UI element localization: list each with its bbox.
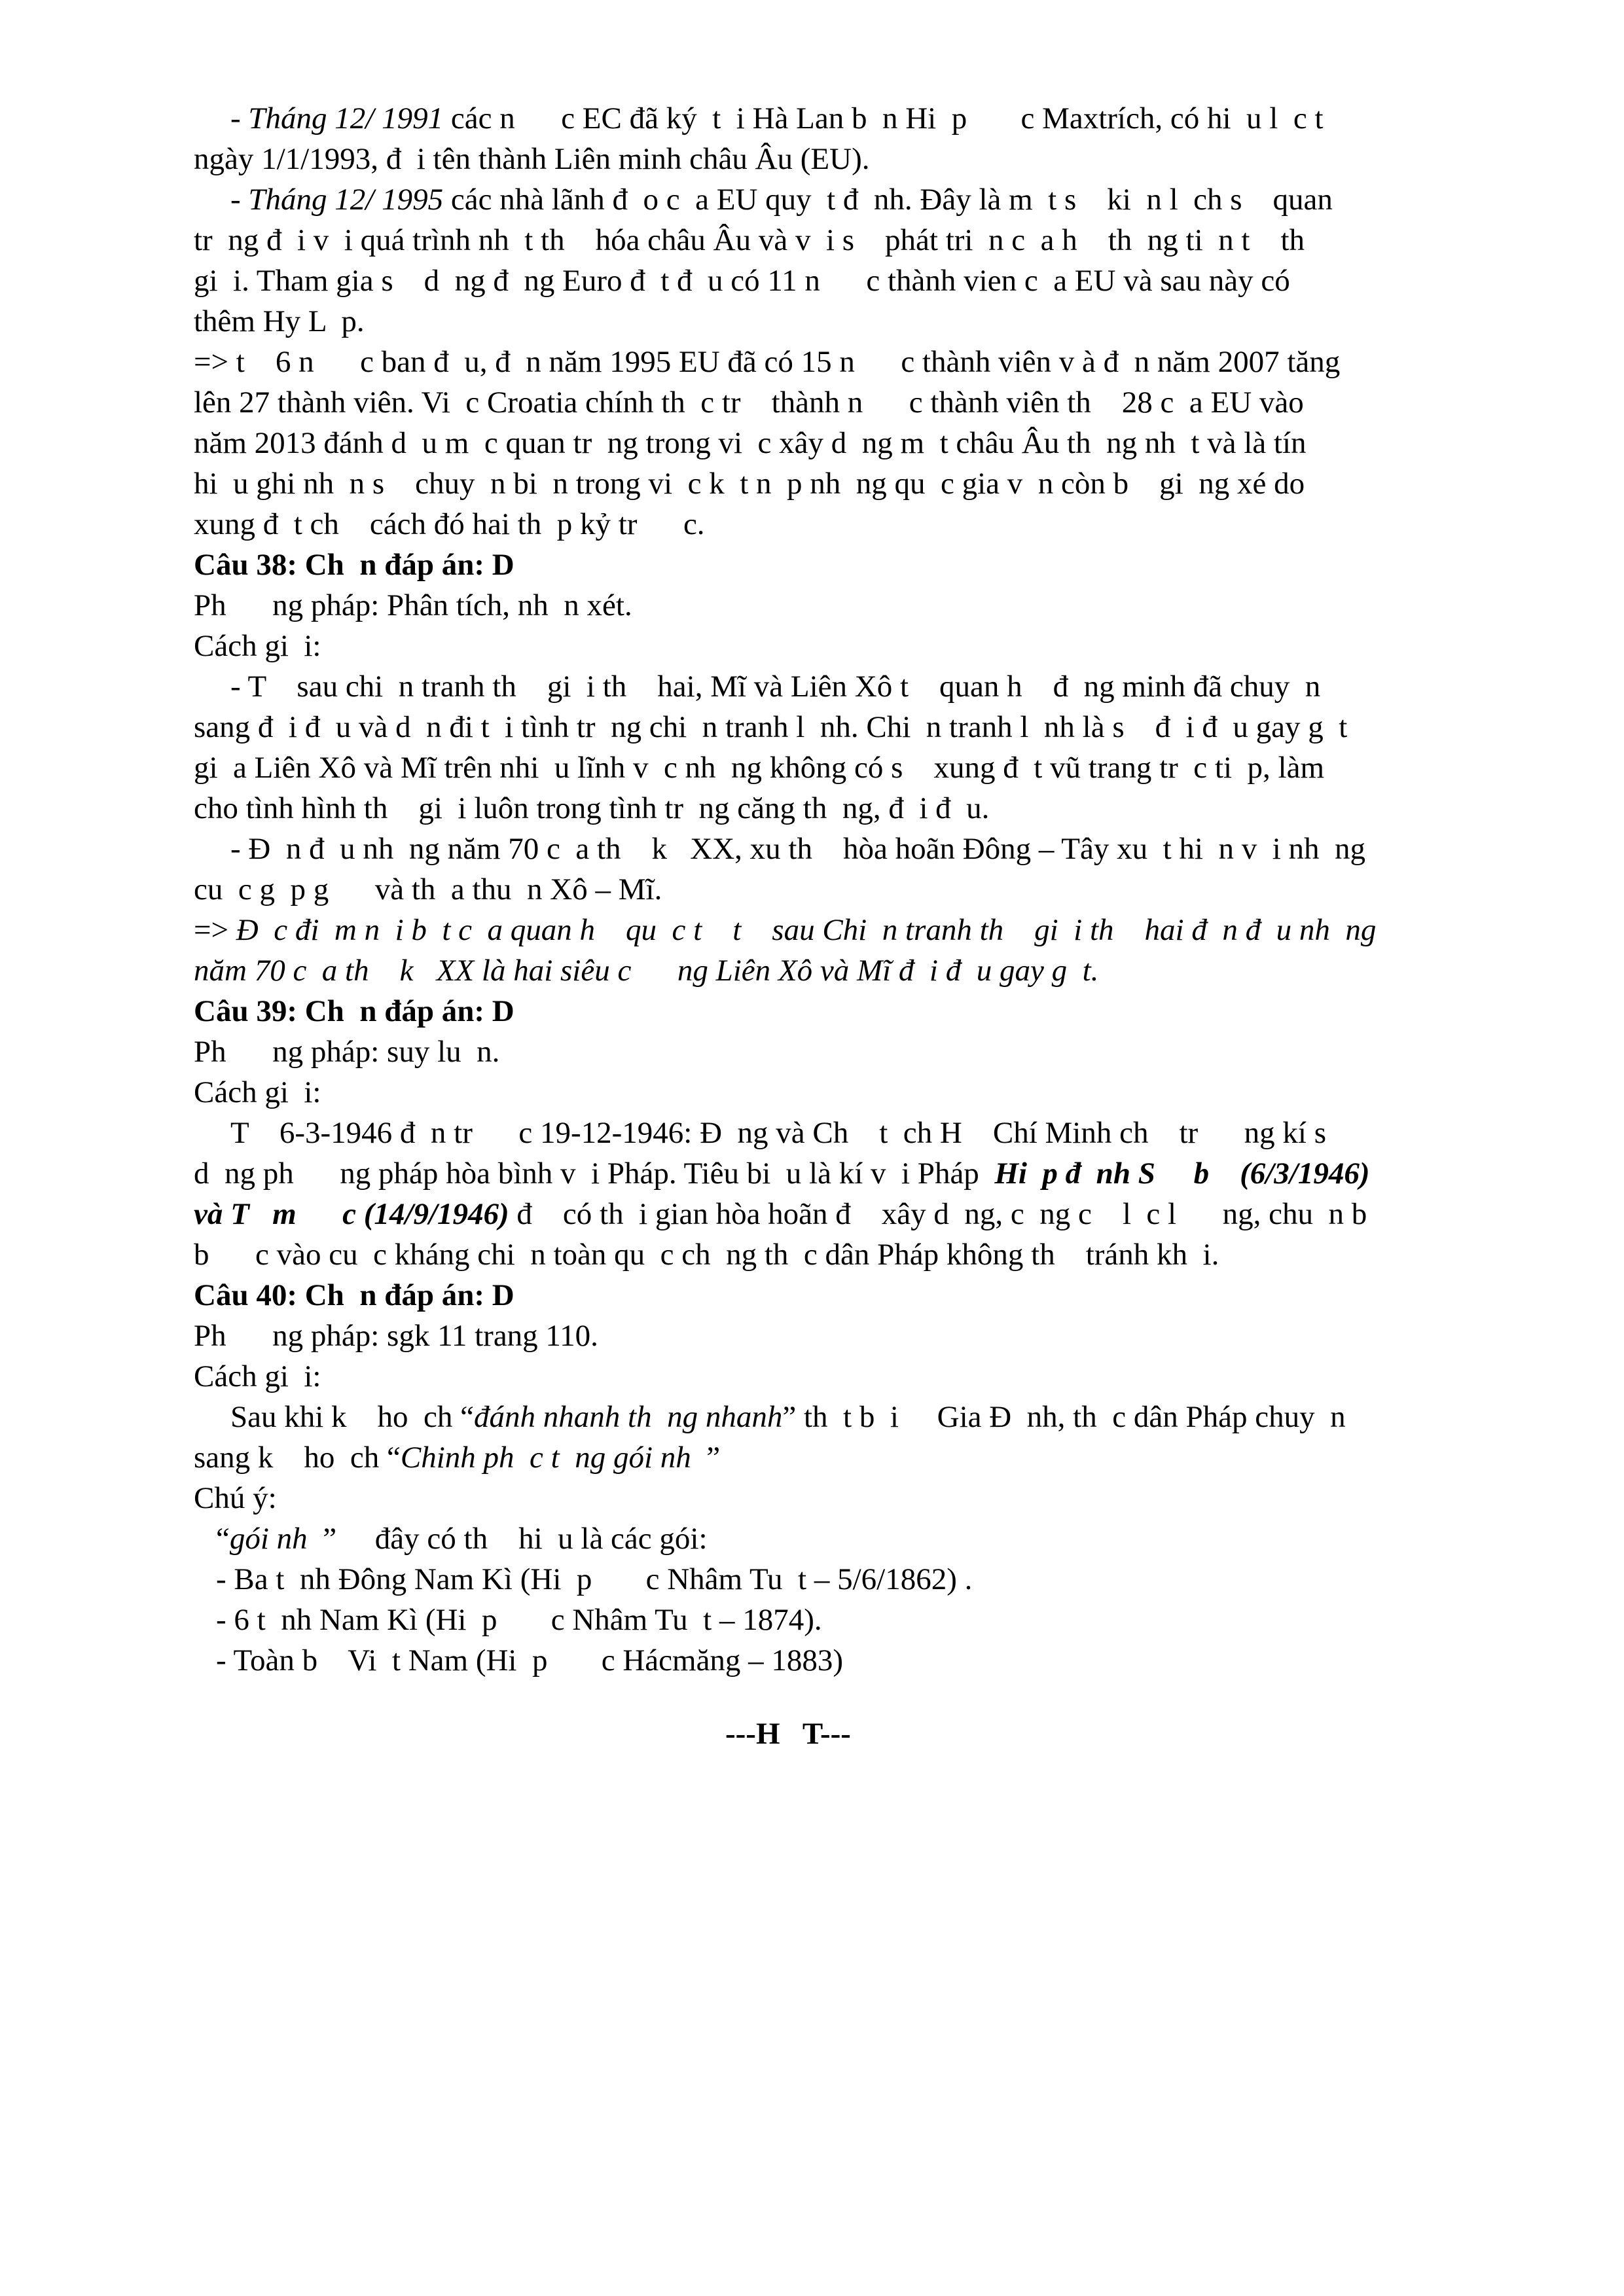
text-line [230, 829, 1365, 869]
text-segment: xung đ t ch cách đó hai th p kỷ tr c. [194, 507, 705, 541]
text-segment: => [194, 913, 236, 947]
text-segment: b c vào cu c kháng chi n toàn qu c ch ng th c dân Pháp không th tránh kh i. [194, 1238, 1219, 1272]
text-line [230, 1397, 1346, 1437]
text-line [194, 1153, 1370, 1194]
text-segment: Câu 40: Ch n đáp án: D [194, 1278, 514, 1312]
text-segment: Cách gi i: [194, 629, 321, 663]
text-line [194, 1031, 499, 1072]
text-segment: ” th t b i Gia Đ nh, th c dân Pháp chuy n [782, 1400, 1346, 1434]
text-line [194, 747, 1324, 788]
text-segment: ” [706, 1441, 721, 1475]
text-line [230, 179, 1333, 220]
text-line [194, 139, 870, 179]
text-segment: các nhà lãnh đ o c a EU quy t đ nh. Đây là m t s ki n l ch s quan [443, 183, 1333, 217]
text-segment: và T m c (14/9/1946) [194, 1197, 509, 1231]
text-segment: gói nh [229, 1522, 323, 1556]
text-line [194, 260, 1290, 301]
text-segment: Ph ng pháp: sgk 11 trang 110. [194, 1319, 598, 1353]
text-segment: d ng ph ng pháp hòa bình v i Pháp. Tiêu bi u là kí v i Pháp [194, 1157, 995, 1191]
text-line [230, 98, 1324, 139]
text-line [194, 1275, 514, 1316]
text-line [194, 707, 1347, 747]
text-line [194, 1437, 720, 1478]
text-segment: - Ba t nh Đông Nam Kì (Hi p c Nhâm Tu t – 5/6/1862) . [216, 1562, 973, 1596]
text-line [194, 950, 1098, 991]
text-segment: tr ng đ i v i quá trình nh t th hóa châu Âu và v i s phát tri n c a h th ng ti n t th [194, 223, 1305, 257]
text-line [194, 504, 705, 545]
text-segment: Câu 39: Ch n đáp án: D [194, 994, 514, 1028]
text-line [216, 1640, 843, 1681]
text-line [194, 545, 514, 585]
text-segment: Sau khi k ho ch “ [230, 1400, 475, 1434]
text-segment: sang đ i đ u và d n đi t i tình tr ng chi n tranh l nh. Chi n tranh l nh là s đ i đ u gay g t [194, 710, 1348, 744]
text-line [216, 1518, 708, 1559]
text-line [194, 1234, 1219, 1275]
text-line [194, 869, 662, 910]
text-segment: Cách gi i: [194, 1075, 321, 1109]
text-line [194, 626, 321, 666]
text-line [194, 382, 1304, 423]
text-segment: sang k ho ch “ [194, 1441, 401, 1475]
text-segment: => t 6 n c ban đ u, đ n năm 1995 EU đã có 15 n c thành viên v à đ n năm 2007 tăng [194, 345, 1341, 379]
text-line [194, 1316, 598, 1356]
text-segment: - Đ n đ u nh ng năm 70 c a th k XX, xu th hòa hoãn Đông – Tây xu t hi n v i nh ng [230, 832, 1366, 866]
text-segment: ---H T--- [725, 1717, 851, 1751]
text-segment: hi u ghi nh n s chuy n bi n trong vi c k t n p nh ng qu c gia v n còn b gi ng xé do [194, 467, 1305, 501]
text-segment: thêm Hy L p. [194, 304, 365, 338]
text-segment: đánh nhanh th ng nhanh [474, 1400, 783, 1434]
text-segment: cho tình hình th gi i luôn trong tình tr ng căng th ng, đ i đ u. [194, 791, 990, 825]
text-segment: ” đây có th hi u là các gói: [323, 1522, 708, 1556]
text-segment: Cách gi i: [194, 1359, 321, 1393]
text-segment: - [230, 183, 249, 217]
text-line [194, 1478, 277, 1518]
text-line [194, 1194, 1367, 1234]
text-line [216, 1600, 822, 1640]
text-segment: Ph ng pháp: suy lu n. [194, 1035, 500, 1069]
text-segment: cu c g p g và th a thu n Xô – Mĩ. [194, 872, 662, 906]
text-segment: gi i. Tham gia s d ng đ ng Euro đ t đ u có 11 n c thành vien c a EU và sau này có [194, 264, 1290, 298]
text-segment: gi a Liên Xô và Mĩ trên nhi u lĩnh v c nh ng không có s xung đ t vũ trang tr c ti p, làm [194, 751, 1324, 785]
text-segment: Đ c đi m n i b t c a quan h qu c t t sau Chi n tranh th gi i th hai đ n đ u nh ng [236, 913, 1377, 947]
text-segment: - Toàn b Vi t Nam (Hi p c Hácmăng – 1883) [216, 1643, 844, 1677]
text-line [194, 1356, 321, 1397]
text-line [194, 220, 1305, 260]
text-line [194, 301, 365, 342]
text-line [194, 585, 632, 626]
text-segment: - 6 t nh Nam Kì (Hi p c Nhâm Tu t – 1874). [216, 1603, 822, 1637]
text-line [194, 423, 1307, 463]
text-line [194, 1072, 321, 1113]
text-line [194, 788, 989, 829]
text-segment: các n c EC đã ký t i Hà Lan b n Hi p c Maxtrích, có hi u l c t [443, 101, 1324, 135]
text-segment: Ph ng pháp: Phân tích, nh n xét. [194, 588, 632, 622]
text-line [230, 666, 1320, 707]
text-line [230, 1113, 1326, 1153]
text-segment: T 6-3-1946 đ n tr c 19-12-1946: Đ ng và Ch t ch H Chí Minh ch tr ng kí s [230, 1116, 1327, 1150]
text-segment: - [230, 101, 249, 135]
text-segment: Tháng 12/ 1995 [248, 183, 444, 217]
text-segment: Câu 38: Ch n đáp án: D [194, 548, 514, 582]
text-line [194, 463, 1305, 504]
text-segment: “ [216, 1522, 230, 1556]
text-segment: năm 2013 đánh d u m c quan tr ng trong vi c xây d ng m t châu Âu th ng nh t và là tín [194, 426, 1307, 460]
text-segment: đ có th i gian hòa hoãn đ xây d ng, c ng c l c l ng, chu n b [509, 1197, 1367, 1231]
text-line [216, 1559, 972, 1600]
text-segment: Hi p đ nh S b (6/3/1946) [994, 1157, 1370, 1191]
text-line [194, 342, 1340, 382]
text-line [725, 1713, 851, 1754]
text-segment: năm 70 c a th k XX là hai siêu c ng Liên Xô và Mĩ đ i đ u gay g t. [194, 954, 1099, 988]
text-line [194, 991, 514, 1031]
text-segment: Tháng 12/ 1991 [248, 101, 444, 135]
text-segment: ngày 1/1/1993, đ i tên thành Liên minh châu Âu (EU). [194, 142, 870, 176]
text-segment: lên 27 thành viên. Vi c Croatia chính th c tr thành n c thành viên th 28 c a EU vào [194, 386, 1304, 420]
text-segment: Chú ý: [194, 1481, 277, 1515]
text-segment: Chinh ph c t ng gói nh [400, 1441, 707, 1475]
text-segment: - T sau chi n tranh th gi i th hai, Mĩ và Liên Xô t quan h đ ng minh đã chuy n [230, 670, 1321, 704]
text-line [194, 910, 1376, 950]
